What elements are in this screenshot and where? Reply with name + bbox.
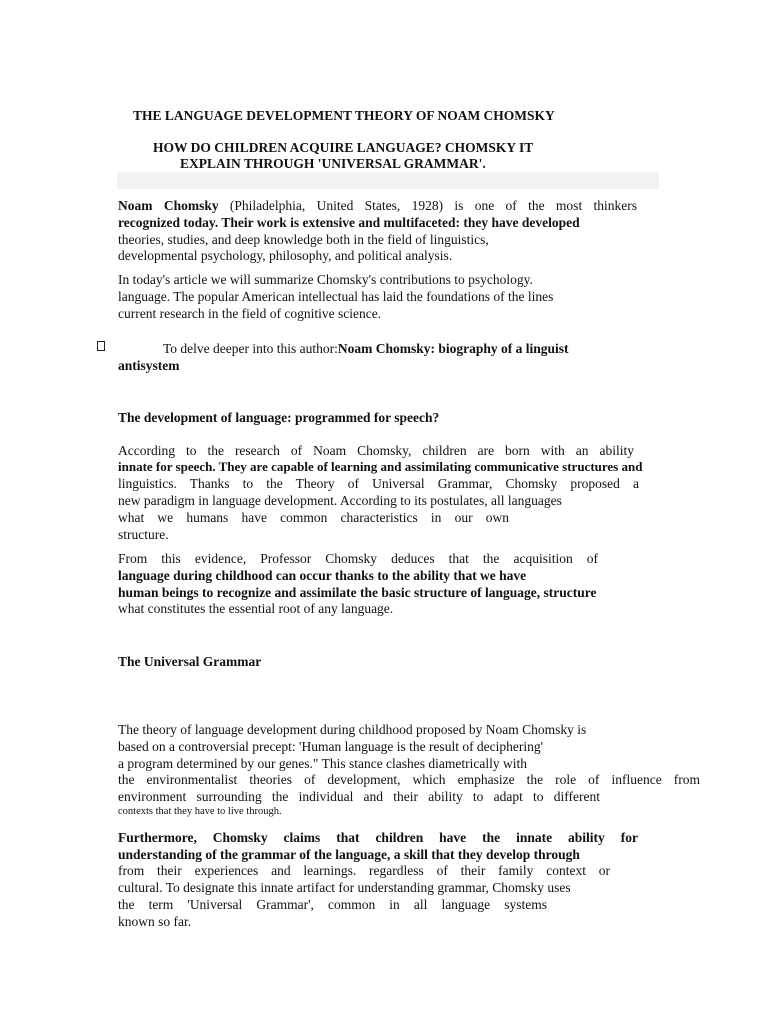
paragraph-line: structure. — [118, 527, 169, 542]
author-biography-link[interactable]: Noam Chomsky: biography of a linguist — [337, 341, 569, 356]
paragraph-line: The theory of language development during childhood proposed by Noam Chomsky is — [118, 722, 587, 737]
paragraph-line: contexts that they have to live through. — [118, 806, 282, 817]
paragraph-line: what constitutes the essential root of any language. — [118, 601, 394, 616]
paragraph-line: current research in the field of cognitive science. — [118, 306, 382, 321]
paragraph-line: environment surrounding the individual and their ability to adapt to different — [118, 789, 600, 804]
document-subtitle-line1: HOW DO CHILDREN ACQUIRE LANGUAGE? CHOMSKY IT — [153, 140, 534, 155]
paragraph-line: linguistics. Thanks to the Theory of Universal Grammar, Chomsky proposed a — [118, 476, 639, 491]
document-title: THE LANGUAGE DEVELOPMENT THEORY OF NOAM CHOMSKY — [133, 108, 555, 123]
paragraph-line: known so far. — [118, 914, 192, 929]
bullet-box-icon — [97, 341, 105, 351]
paragraph-line: According to the research of Noam Chomsky, children are born with an ability — [118, 443, 634, 458]
author-biography-link-continued[interactable]: antisystem — [118, 358, 180, 373]
paragraph-line: recognized today. Their work is extensive and multifaceted: they have developed — [118, 215, 580, 230]
paragraph-line: Noam Chomsky (Philadelphia, United States, 1928) is one of the most thinkers — [118, 198, 638, 213]
paragraph-line: understanding of the grammar of the language, a skill that they develop through — [118, 847, 580, 862]
paragraph-line: In today's article we will summarize Chomsky's contributions to psychology. — [118, 272, 533, 287]
document-subtitle-line2: EXPLAIN THROUGH 'UNIVERSAL GRAMMAR'. — [180, 156, 486, 171]
paragraph-line: language during childhood can occur thanks to the ability that we have — [118, 568, 527, 583]
paragraph-line: developmental psychology, philosophy, and political analysis. — [118, 248, 453, 263]
paragraph-line: new paradigm in language development. According to its postulates, all languages — [118, 493, 562, 508]
paragraph-line: a program determined by our genes." This stance clashes diametrically with — [118, 756, 528, 771]
paragraph-line: from their experiences and learnings. regardless of their family context or — [118, 863, 610, 878]
author-name: Noam Chomsky — [118, 198, 219, 213]
section-heading-development: The development of language: programmed for speech? — [118, 410, 440, 425]
paragraph-line: the term 'Universal Grammar', common in all language systems — [118, 897, 547, 912]
bullet-line: To delve deeper into this author:Noam Chomsky: biography of a linguist — [163, 341, 569, 356]
shaded-divider — [117, 172, 659, 189]
paragraph-line: based on a controversial precept: 'Human language is the result of deciphering' — [118, 739, 544, 754]
paragraph-line: what we humans have common characteristics in our own — [118, 510, 509, 525]
paragraph-line: human beings to recognize and assimilate the basic structure of language, structure — [118, 585, 597, 600]
paragraph-line: innate for speech. They are capable of learning and assimilating communicative structures and — [118, 459, 643, 474]
paragraph-line: cultural. To designate this innate artifact for understanding grammar, Chomsky uses — [118, 880, 571, 895]
paragraph-line: From this evidence, Professor Chomsky deduces that the acquisition of — [118, 551, 598, 566]
section-heading-universal-grammar: The Universal Grammar — [118, 654, 262, 669]
paragraph-line: theories, studies, and deep knowledge both in the field of linguistics, — [118, 232, 489, 247]
paragraph-line: Furthermore, Chomsky claims that children have the innate ability for — [118, 830, 638, 845]
paragraph-line: language. The popular American intellectual has laid the foundations of the lines — [118, 289, 554, 304]
paragraph-line: the environmentalist theories of development, which emphasize the role of influence from — [118, 772, 700, 787]
